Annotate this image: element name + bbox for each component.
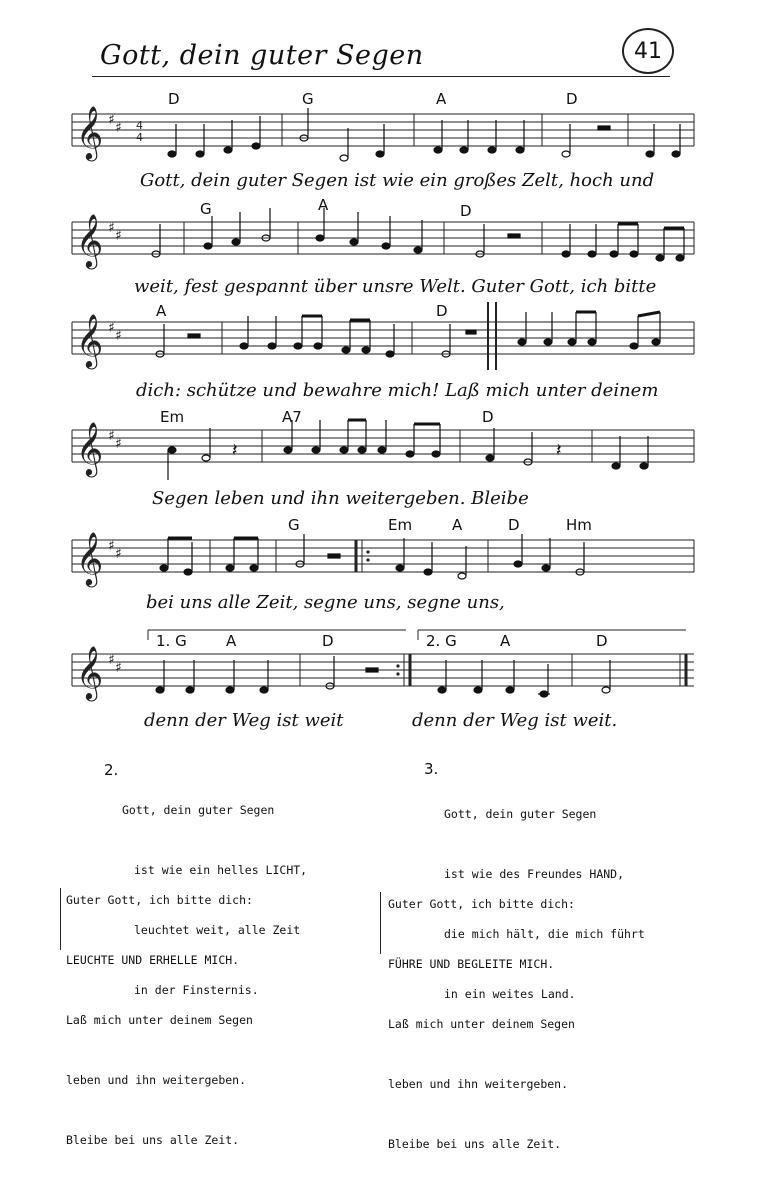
- verse-line: leben und ihn weitergeben.: [388, 1077, 569, 1091]
- verse-line: FÜHRE UND BEGLEITE MICH.: [388, 957, 555, 971]
- verse-line: Bleibe bei uns alle Zeit.: [66, 1133, 240, 1147]
- staff-3: [0, 300, 768, 380]
- svg-text:𝄽: 𝄽: [556, 440, 562, 461]
- chord: D: [596, 632, 608, 650]
- svg-text:𝄞: 𝄞: [76, 105, 104, 159]
- svg-text:♯: ♯: [108, 428, 115, 444]
- chord: Hm: [566, 516, 592, 534]
- staff-6: [0, 626, 768, 706]
- verse-number: 2.: [104, 761, 119, 779]
- lyric-line: denn der Weg ist weit.: [412, 710, 618, 731]
- chord: Em: [388, 516, 413, 534]
- staff-1: [0, 88, 768, 168]
- verse-3-refrain: [388, 854, 575, 1194]
- chord: Em: [160, 408, 185, 426]
- music-system-5: [0, 512, 768, 622]
- lyric-line: Segen leben und ihn weitergeben. Bleibe: [152, 488, 529, 509]
- chord: D: [482, 408, 494, 426]
- svg-text:4: 4: [136, 131, 143, 144]
- song-title: Gott, dein guter Segen: [100, 40, 424, 71]
- chord: A: [156, 302, 167, 320]
- music-system-4: [0, 406, 768, 516]
- svg-text:4: 4: [136, 119, 143, 132]
- music-system-2: [0, 196, 768, 306]
- staff-4: [0, 406, 768, 486]
- svg-text:♯: ♯: [108, 112, 115, 128]
- verse-line: ist wie des Freundes HAND,: [444, 867, 625, 881]
- lyric-line: Gott, dein guter Segen ist wie ein großes Zelt, hoch und: [140, 170, 655, 191]
- svg-text:𝄞: 𝄞: [76, 531, 104, 585]
- svg-text:♯: ♯: [108, 538, 115, 554]
- chord: A: [318, 196, 329, 214]
- chord: A7: [282, 408, 302, 426]
- chord: A: [226, 632, 237, 650]
- verse-line: in der Finsternis.: [134, 983, 259, 997]
- chord: A: [500, 632, 511, 650]
- lyric-line: weit, fest gespannt über unsre Welt. Guter Gott, ich bitte: [134, 276, 657, 297]
- verse-line: Gott, dein guter Segen: [122, 803, 275, 817]
- chord: D: [322, 632, 334, 650]
- svg-text:♯: ♯: [115, 120, 122, 136]
- verse-line: leben und ihn weitergeben.: [66, 1073, 247, 1087]
- chord: D: [168, 90, 180, 108]
- verse-line: leuchtet weit, alle Zeit: [134, 923, 301, 937]
- music-system-3: [0, 300, 768, 410]
- chord: D: [460, 202, 472, 220]
- chord: G: [288, 516, 300, 534]
- verse-line: ist wie ein helles LICHT,: [134, 863, 308, 877]
- svg-text:♯: ♯: [108, 652, 115, 668]
- verse-line: Guter Gott, ich bitte dich:: [388, 897, 575, 911]
- verse-line: Bleibe bei uns alle Zeit.: [388, 1137, 562, 1151]
- title-underline: [92, 76, 670, 77]
- verse-line: Guter Gott, ich bitte dich:: [66, 893, 253, 907]
- chord: 2. G: [426, 632, 457, 650]
- svg-text:𝄞: 𝄞: [76, 421, 104, 475]
- chord: A: [436, 90, 447, 108]
- svg-text:𝄽: 𝄽: [232, 440, 238, 461]
- lyric-line: dich: schütze und bewahre mich! Laß mich unter deinem: [136, 380, 659, 401]
- chord: G: [200, 200, 212, 218]
- chord: A: [452, 516, 463, 534]
- svg-text:♯: ♯: [115, 328, 122, 344]
- verse-line: LEUCHTE UND ERHELLE MICH.: [66, 953, 240, 967]
- verse-line: die mich hält, die mich führt: [444, 927, 645, 941]
- verse-line: Laß mich unter deinem Segen: [388, 1017, 575, 1031]
- page-number: 41: [622, 28, 674, 74]
- svg-text:𝄞: 𝄞: [76, 313, 104, 367]
- lyric-line: denn der Weg ist weit: [144, 710, 344, 731]
- svg-text:𝄞: 𝄞: [76, 645, 104, 699]
- verse-line: Gott, dein guter Segen: [444, 807, 597, 821]
- svg-text:♯: ♯: [108, 320, 115, 336]
- music-system-1: [0, 88, 768, 198]
- svg-text:♯: ♯: [108, 220, 115, 236]
- verse-number: 3.: [424, 760, 439, 778]
- svg-text:𝄞: 𝄞: [76, 213, 104, 267]
- verse-line: Laß mich unter deinem Segen: [66, 1013, 253, 1027]
- music-system-6: [0, 626, 768, 736]
- staff-2: [0, 196, 768, 276]
- svg-text:♯: ♯: [115, 660, 122, 676]
- chord: D: [566, 90, 578, 108]
- chord: G: [302, 90, 314, 108]
- svg-text:♯: ♯: [115, 546, 122, 562]
- lyric-line: bei uns alle Zeit, segne uns, segne uns,: [146, 592, 505, 613]
- chord: 1. G: [156, 632, 187, 650]
- staff-5: [0, 512, 768, 592]
- verse-2-refrain: [66, 850, 253, 1190]
- verse-line: in ein weites Land.: [444, 987, 576, 1001]
- svg-text:♯: ♯: [115, 228, 122, 244]
- svg-text:♯: ♯: [115, 436, 122, 452]
- chord: D: [436, 302, 448, 320]
- chord: D: [508, 516, 520, 534]
